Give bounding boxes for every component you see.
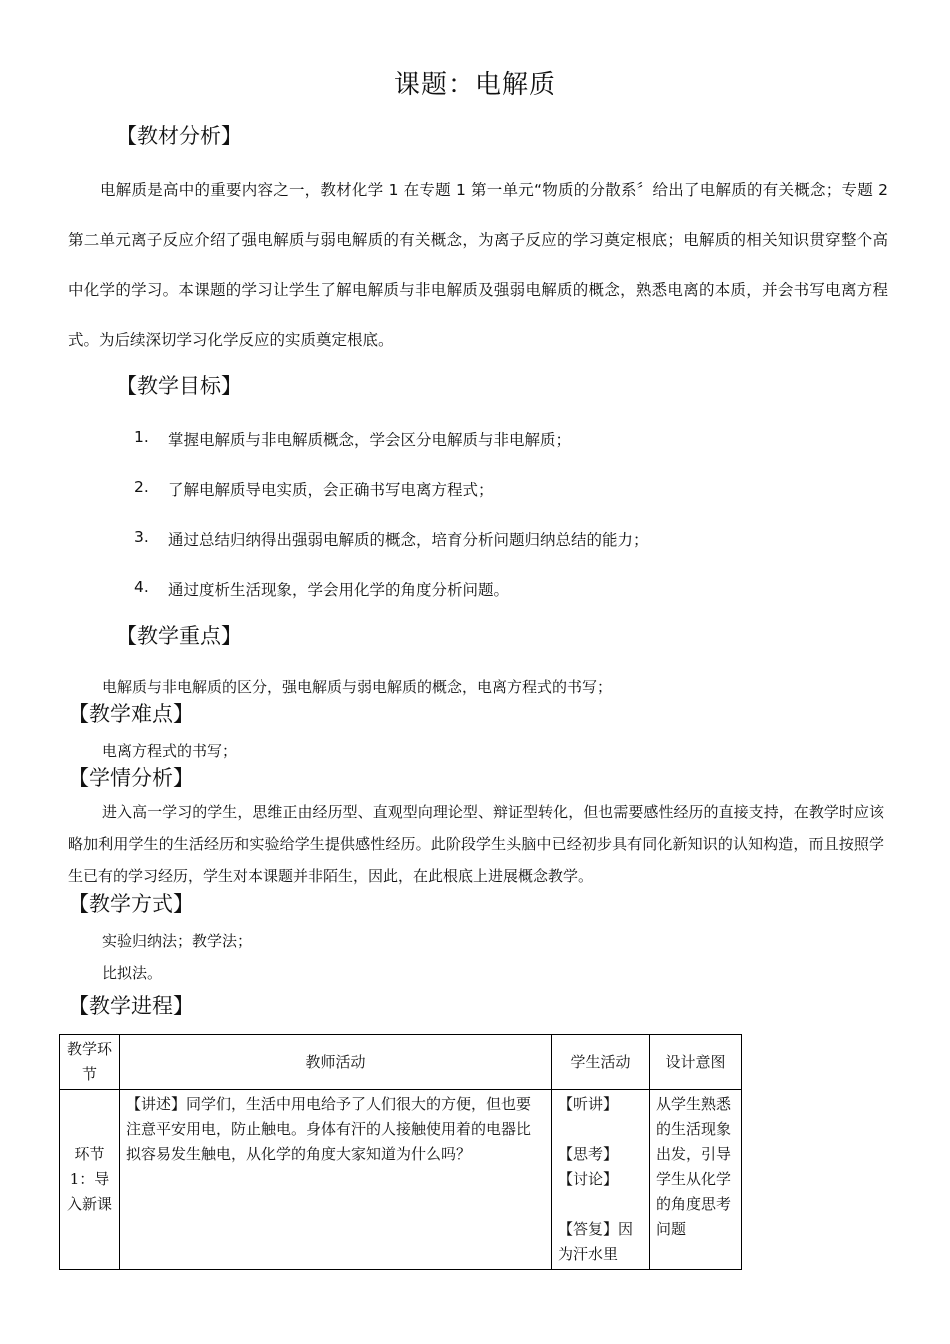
objective-item bbox=[0, 578, 950, 602]
document-title: 课题：电解质 bbox=[393, 70, 556, 100]
student-discuss: 【讨论】 bbox=[558, 1170, 619, 1188]
cell-stage: 环节1：导入新课 bbox=[60, 1090, 120, 1270]
cell-student-activity bbox=[552, 1090, 650, 1270]
difficulties-text: 电离方程式的书写； bbox=[102, 742, 238, 760]
textbook-analysis-paragraph: 电解质是高中的重要内容之一，教材化学 1 在专题 1 第一单元“物质的分散系〞给出了电解质的有关概念；专题 2 第二单元离子反应介绍了强电解质与弱电解质的有关概念，为离子反应的学习奠定根底；电解质的相关知识贯穿整个高中化学的学习。本课题的学习让学生了解电解质与非电解质及强弱电解质的概念，熟悉电离的本质，并会书写电离方程式。为后续深切学习化学反应的实质奠定根底。 bbox=[68, 181, 888, 349]
heading-difficulties: 【教学难点】 bbox=[68, 702, 194, 726]
heading-methods: 【教学方式】 bbox=[68, 892, 194, 916]
method-line: 比拟法。 bbox=[102, 964, 163, 982]
header-teacher-activity: 教师活动 bbox=[120, 1035, 552, 1090]
objective-item bbox=[0, 428, 950, 452]
header-stage: 教学环节 bbox=[60, 1035, 120, 1090]
heading-learner-analysis: 【学情分析】 bbox=[68, 766, 194, 790]
objective-number: 2. bbox=[134, 478, 149, 496]
header-student-activity: 学生活动 bbox=[552, 1035, 650, 1090]
cell-teacher-activity: 【讲述】同学们，生活中用电给予了人们很大的方便，但也要注意平安用电，防止触电。身体有汗的人接触使用着的电器比拟容易发生触电，从化学的角度大家知道为什么吗？ bbox=[120, 1090, 552, 1270]
objective-text: 通过度析生活现象，学会用化学的角度分析问题。 bbox=[168, 581, 510, 599]
objective-number: 4. bbox=[134, 578, 149, 596]
process-table bbox=[59, 1034, 742, 1270]
objective-text: 了解电解质导电实质，会正确书写电离方程式； bbox=[168, 481, 494, 499]
heading-key-points: 【教学重点】 bbox=[116, 624, 242, 648]
header-design-intent: 设计意图 bbox=[650, 1035, 742, 1090]
heading-process: 【教学进程】 bbox=[68, 994, 194, 1018]
student-think: 【思考】 bbox=[558, 1145, 619, 1163]
objective-item bbox=[0, 478, 950, 502]
key-points-text: 电解质与非电解质的区分，强电解质与弱电解质的概念，电离方程式的书写； bbox=[102, 678, 613, 696]
student-answer: 【答复】因为汗水里 bbox=[558, 1220, 634, 1263]
objective-item bbox=[0, 528, 950, 552]
table-header-row bbox=[60, 1035, 742, 1090]
method-line: 实验归纳法；教学法； bbox=[102, 932, 253, 950]
heading-textbook-analysis: 【教材分析】 bbox=[116, 124, 242, 148]
learner-analysis-paragraph: 进入高一学习的学生，思维正由经历型、直观型向理论型、辩证型转化，但也需要感性经历的直接支持，在教学时应该略加利用学生的生活经历和实验给学生提供感性经历。此阶段学生头脑中已经初步具有同化新知识的认知构造，而且按照学生已有的学习经历，学生对本课题并非陌生，因此，在此根底上进展概念教学。 bbox=[68, 803, 884, 885]
objective-number: 3. bbox=[134, 528, 149, 546]
objective-text: 通过总结归纳得出强弱电解质的概念，培育分析问题归纳总结的能力； bbox=[168, 531, 649, 549]
heading-objectives: 【教学目标】 bbox=[116, 374, 242, 398]
objective-number: 1. bbox=[134, 428, 149, 446]
table-row bbox=[60, 1090, 742, 1270]
objective-text: 掌握电解质与非电解质概念，学会区分电解质与非电解质； bbox=[168, 431, 572, 449]
cell-design-intent: 从学生熟悉的生活现象出发，引导学生从化学的角度思考问题 bbox=[650, 1090, 742, 1270]
student-listen: 【听讲】 bbox=[558, 1095, 619, 1113]
